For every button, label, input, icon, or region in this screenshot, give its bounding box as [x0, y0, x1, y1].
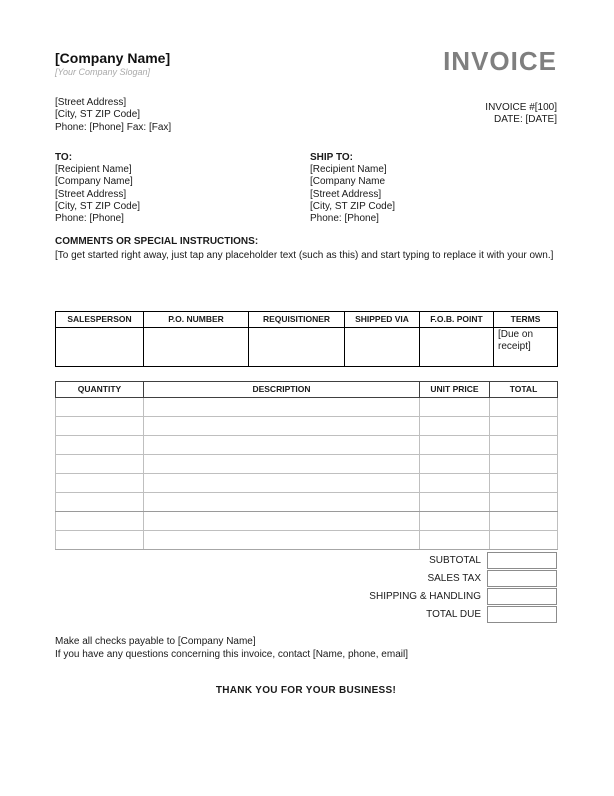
quantity-cell[interactable]: [56, 511, 144, 530]
company-slogan-placeholder[interactable]: [Your Company Slogan]: [55, 67, 151, 77]
description-cell[interactable]: [144, 492, 420, 511]
checks-payable-line[interactable]: Make all checks payable to [Company Name]: [55, 635, 256, 647]
po-number-cell[interactable]: [144, 327, 249, 366]
description-cell[interactable]: [144, 511, 420, 530]
fob-point-header: F.O.B. POINT: [420, 311, 494, 327]
sales-tax-row: [55, 570, 557, 587]
unit-price-cell[interactable]: [420, 435, 490, 454]
document-header: [55, 46, 557, 78]
subtotal-row: [55, 552, 557, 569]
unit-price-cell[interactable]: [420, 454, 490, 473]
item-row: [56, 397, 558, 416]
company-address-block: [55, 97, 171, 134]
subtotal-value-cell[interactable]: [487, 552, 557, 569]
shipped-via-cell[interactable]: [345, 327, 420, 366]
shipping-handling-row: [55, 588, 557, 605]
comments-label: COMMENTS OR SPECIAL INSTRUCTIONS:: [55, 235, 259, 247]
quantity-header: QUANTITY: [56, 381, 144, 397]
totals-section: [55, 552, 557, 623]
footer-notes: [55, 635, 557, 661]
description-cell[interactable]: [144, 530, 420, 549]
unit-price-header: UNIT PRICE: [420, 381, 490, 397]
phone-fax-placeholder[interactable]: Phone: [Phone] Fax: [Fax]: [55, 121, 172, 133]
ship-to-street-placeholder[interactable]: [Street Address]: [310, 188, 382, 200]
street-address-placeholder[interactable]: [Street Address]: [55, 97, 127, 108]
item-row: [56, 530, 558, 549]
thank-you-message: THANK YOU FOR YOUR BUSINESS!: [215, 684, 397, 696]
shipped-via-header: SHIPPED VIA: [345, 311, 420, 327]
address-meta-row: [55, 97, 557, 134]
ship-to-company-placeholder[interactable]: [Company Name: [310, 176, 386, 188]
item-row: [56, 454, 558, 473]
requisitioner-cell[interactable]: [249, 327, 345, 366]
items-header-row: [56, 381, 558, 397]
city-state-zip-placeholder[interactable]: [City, ST ZIP Code]: [55, 109, 141, 121]
total-due-label: TOTAL DUE: [426, 608, 481, 620]
total-cell[interactable]: [490, 530, 558, 549]
line-items-table: [55, 381, 558, 550]
item-row: [56, 473, 558, 492]
total-cell[interactable]: [490, 511, 558, 530]
quantity-cell[interactable]: [56, 530, 144, 549]
salesperson-header: SALESPERSON: [56, 311, 144, 327]
requisitioner-header: REQUISITIONER: [249, 311, 345, 327]
total-cell[interactable]: [490, 397, 558, 416]
ship-to-recipient-placeholder[interactable]: [Recipient Name]: [310, 164, 387, 176]
sales-tax-label: SALES TAX: [427, 572, 481, 584]
to-city-placeholder[interactable]: [City, ST ZIP Code]: [55, 201, 141, 213]
description-cell[interactable]: [144, 397, 420, 416]
quantity-cell[interactable]: [56, 473, 144, 492]
order-info-row: [56, 327, 558, 366]
quantity-cell[interactable]: [56, 435, 144, 454]
description-cell[interactable]: [144, 454, 420, 473]
quantity-cell[interactable]: [56, 397, 144, 416]
invoice-title: INVOICE: [443, 46, 557, 76]
item-row: [56, 435, 558, 454]
invoice-number-placeholder[interactable]: INVOICE #[100]: [485, 102, 557, 113]
quantity-cell[interactable]: [56, 416, 144, 435]
terms-header: TERMS: [494, 311, 558, 327]
ship-to-label: SHIP TO:: [310, 151, 353, 163]
po-number-header: P.O. NUMBER: [144, 311, 249, 327]
comments-placeholder[interactable]: [To get started right away, just tap any placeholder text (such as this) and start typing to replace it with your own.]: [55, 249, 554, 261]
item-row: [56, 511, 558, 530]
salesperson-cell[interactable]: [56, 327, 144, 366]
ship-to-city-placeholder[interactable]: [City, ST ZIP Code]: [310, 201, 396, 213]
total-header: TOTAL: [490, 381, 558, 397]
order-info-table: [55, 311, 558, 367]
invoice-meta-block: [485, 102, 557, 134]
terms-cell-placeholder[interactable]: [Due on receipt]: [494, 327, 558, 366]
bill-to-block: [55, 152, 310, 226]
description-cell[interactable]: [144, 435, 420, 454]
invoice-date-placeholder[interactable]: DATE: [DATE]: [494, 113, 557, 125]
quantity-cell[interactable]: [56, 492, 144, 511]
subtotal-label: SUBTOTAL: [429, 554, 481, 566]
total-cell[interactable]: [490, 435, 558, 454]
total-cell[interactable]: [490, 473, 558, 492]
total-due-value-cell[interactable]: [487, 606, 557, 623]
quantity-cell[interactable]: [56, 454, 144, 473]
ship-to-block: [310, 152, 557, 226]
company-block: [55, 50, 170, 78]
unit-price-cell[interactable]: [420, 397, 490, 416]
description-header: DESCRIPTION: [144, 381, 420, 397]
description-cell[interactable]: [144, 416, 420, 435]
sales-tax-value-cell[interactable]: [487, 570, 557, 587]
item-row: [56, 492, 558, 511]
shipping-handling-label: SHIPPING & HANDLING: [369, 590, 481, 602]
total-cell[interactable]: [490, 454, 558, 473]
unit-price-cell[interactable]: [420, 511, 490, 530]
ship-to-phone-placeholder[interactable]: Phone: [Phone]: [310, 213, 379, 225]
shipping-handling-value-cell[interactable]: [487, 588, 557, 605]
unit-price-cell[interactable]: [420, 473, 490, 492]
unit-price-cell[interactable]: [420, 416, 490, 435]
questions-contact-line[interactable]: If you have any questions concerning this invoice, contact [Name, phone, email]: [55, 648, 408, 660]
to-recipient-placeholder[interactable]: [Recipient Name]: [55, 164, 132, 176]
total-due-row: [55, 606, 557, 623]
unit-price-cell[interactable]: [420, 530, 490, 549]
comments-section: [55, 236, 557, 262]
order-info-header-row: [56, 311, 558, 327]
unit-price-cell[interactable]: [420, 492, 490, 511]
total-cell[interactable]: [490, 492, 558, 511]
to-phone-placeholder[interactable]: Phone: [Phone]: [55, 213, 124, 225]
description-cell[interactable]: [144, 473, 420, 492]
to-company-placeholder[interactable]: [Company Name]: [55, 176, 133, 188]
total-cell[interactable]: [490, 416, 558, 435]
item-row: [56, 416, 558, 435]
to-street-placeholder[interactable]: [Street Address]: [55, 188, 127, 200]
company-name-placeholder[interactable]: [Company Name]: [55, 50, 171, 66]
to-label: TO:: [55, 151, 73, 163]
fob-point-cell[interactable]: [420, 327, 494, 366]
recipient-row: [55, 152, 557, 226]
